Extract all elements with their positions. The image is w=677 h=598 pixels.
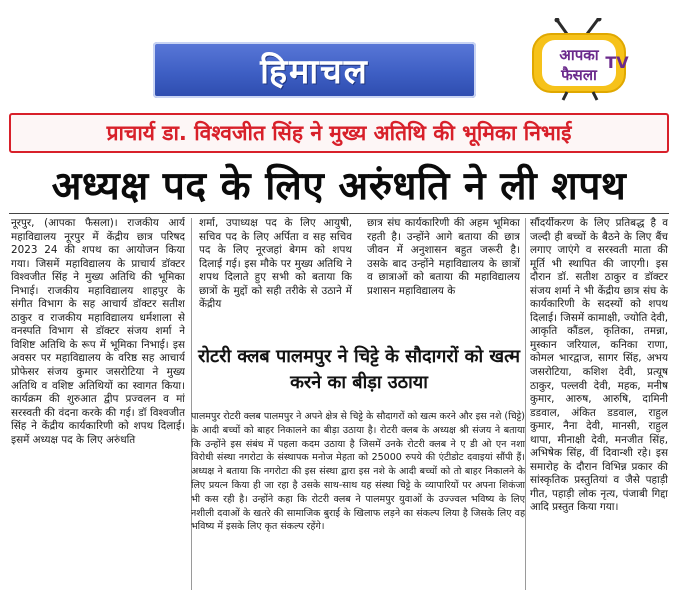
column-2-text: शर्मा, उपाध्यक्ष पद के लिए आयुषी, सचिव पद के लिए अर्पिता व सह सचिव पद के लिए नूरजहां बेगम को शपथ दिलाई गई। इस मौके पर मुख्य अतिथि ने शपथ दिलाते हुए सभी को बताया कि छात्रों के मुद्दों को सही तरीके से उठाने में केंद्रीय xyxy=(199,217,352,311)
article-column-3 xyxy=(367,217,520,333)
column-3-text: छात्र संघ कार्यकारिणी की अहम भूमिका रहती है। उन्होंने आगे बताया की छात्र जीवन में अनुशासन बहुत जरूरी है। उसके बाद उन्होंने महाविद्यालय के छात्रों व छात्राओं को बताया की महाविद्यालय प्रशासन महाविद्यालय के xyxy=(367,217,520,297)
logo-line2: फैसला xyxy=(561,66,597,84)
section-label: हिमाचल xyxy=(260,52,369,92)
main-headline xyxy=(9,158,669,210)
section-banner xyxy=(153,42,476,98)
sub-story-text: पालमपुर रोटरी क्लब पालमपुर ने अपने क्षेत्र से चिट्टे के सौदागरों को खत्म करने और इस नशे (चिट्टे) के आदी बच्चों को बाहर निकालने का बीड़ा उठाया है। रोटरी क्लब के अध्यक्ष श्री संजय ने बताया कि उन्होंने इस संबंध में पहला कदम उठाया है जिसमें उनके रोटरी क्लब ने ए डी ओ एन नशा विरोधी संस्था नगरोटा के संस्थापक मनोज मेहता को 25000 रुपये की एंटीडोट दवाइयां सौंपी हैं। अध्यक्ष ने बताया कि नगरोटा की इस संस्था द्वारा इस नशे के आदी बच्चों को तो बाहर निकालने के लिए प्रयत्न किया ही जा रहा है उसके साथ-साथ यह संस्था चिट्टे के व्यापारियों पर अपना शिकंजा भी कस रही है। उन्होंने कहा कि रोटरी क्लब ने पालमपुर युवाओं के उज्ज्वल भविष्य के लिए नशीली दवाओं के खतरे की सामाजिक बुराई के खिलाफ लड़ने का संकल्प लिया है जिसके लिए वह भविष्य में इसके लिए कृत संकल्प रहेंगे। xyxy=(191,411,525,533)
sub-story-body xyxy=(191,410,525,592)
kicker-text: प्राचार्य डा. विश्वजीत सिंह ने मुख्य अतिथि की भूमिका निभाई xyxy=(106,121,572,145)
headline-text: अध्यक्ष पद के लिए अरुंधति ने ली शपथ xyxy=(51,163,627,209)
headline-rule xyxy=(9,213,669,214)
article-column-1 xyxy=(11,217,185,593)
logo-tv-badge: TV xyxy=(605,53,629,72)
column-1-text: नूरपुर, (आपका फैसला)। राजकीय आर्य महाविद्यालय नूरपुर में केंद्रीय छात्र परिषद 2023 24 की शपथ का आयोजन किया गया। जिसमें महाविद्यालय के प्राचार्य डॉक्टर विश्वजीत सिंह ने मुख्य अतिथि की भूमिका निभाई। राजकीय महाविद्यालय शाहपुर के संगीत विभाग के सह आचार्य डॉक्टर सतीश ठाकुर व राजकीय महाविद्यालय धर्मशाला से वनस्पति विभाग से डॉक्टर संजय शर्मा ने विशिष्ट अतिथि के रूप में भूमिका निभाई। इस अवसर पर महाविद्यालय के वरिष्ठ सह आचार्य प्रोफेसर संजय कुमार जसरोटिया ने मुख्य अतिथि व वशिष्ट अतिथियों का स्वागत किया। कार्यक्रम की शुरुआत द्वीप प्रज्वलन व मां सरस्वती की वंदना करके की गई। डॉ विश्वजीत सिंह ने केंद्रीय कार्यकारिणी को शपथ दिलाई। इसमें अध्यक्ष पद के लिए अरुंधति xyxy=(11,217,185,446)
kicker-strap xyxy=(9,113,669,153)
sub-story-headline: रोटरी क्लब पालमपुर ने चिट्टे के सौदागरों को खत्म करने का बीड़ा उठाया xyxy=(198,346,520,393)
logo-line1: आपका xyxy=(559,46,599,64)
column-divider xyxy=(525,218,526,590)
aapka-faisla-tv-logo xyxy=(527,18,645,102)
column-4-text: सौंदर्यीकरण के लिए प्रतिबद्ध है व जल्दी ही बच्चों के बैठने के लिए बैंच लगाए जाएंगे व सरस्वती माता की मूर्ति भी स्थापित की जाएगी। इस दौरान डॉ. सतीश ठाकुर व डॉक्टर संजय शर्मा ने भी केंद्रीय छात्र संघ के कार्यकारिणी के सदस्यों को शपथ दिलाई। जिसमें कामाक्षी, ज्योति देवी, आकृति कौंडल, कृतिका, तमन्ना, मुस्कान जरियाल, कनिका राणा, कोमल भारद्वाज, सागर सिंह, अभय जसरोटिया, कशिश देवी, प्रत्यूष ठाकुर, पल्लवी देवी, महक, मनीष कुमार, आरुष, आरुषि, दामिनी डडवाल, अंकित डडवाल, राहुल कुमार, नैना देवी, मानसी, राहुल थापा, मीनाक्षी देवी, मनजीत सिंह, अभिषेक सिंह, वीं दिवान्शी रहे। इस समारोह के दौरान विभिन्न प्रकार की सांस्कृतिक प्रस्तुतियां व जैसे पहाड़ी गीत, पहाड़ी लोक नृत्य, पंजाबी गिद्दा आदि प्रस्तुत किया गया। xyxy=(530,217,668,514)
article-column-2 xyxy=(199,217,352,333)
article-column-4 xyxy=(530,217,668,593)
